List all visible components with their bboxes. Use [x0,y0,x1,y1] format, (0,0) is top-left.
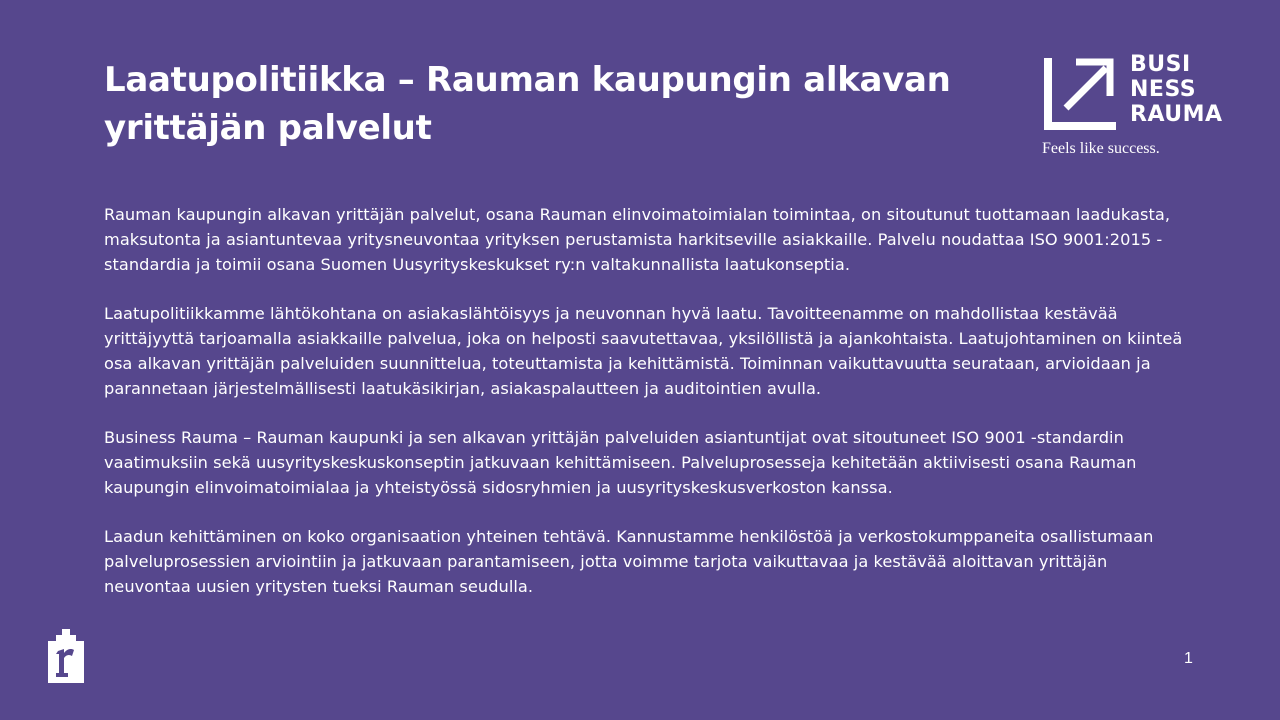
page-number: 1 [1184,650,1193,667]
paragraph: Laatupolitiikkamme lähtökohtana on asiakaslähtöisyys ja neuvonnan hyvä laatu. Tavoitteenamme on mahdollistaa kestävää yrittäjyyttä tarjoamalla asiakkaille palvelua, joka on helposti saavutettavaa, yksilöllistä ja ajankohtaista. Laatujohtaminen on kiinteä osa alkavan yrittäjän palveluiden suunnittelua, toteuttamista ja kehittämistä. Toiminnan vaikuttavuutta seurataan, arvioidaan ja parannetaan järjestelmällisesti laatukäsikirjan, asiakaspalautteen ja auditointien avulla. [104,304,1183,398]
brand-word-line: BUSI [1130,52,1191,77]
brand-tagline: Feels like success. [1042,140,1160,157]
brand-wordmark [1130,52,1223,127]
brand-word-line: NESS [1130,77,1197,102]
arrow-up-right-icon [1040,52,1120,132]
paragraph: Laadun kehittäminen on koko organisaation yhteinen tehtävä. Kannustamme henkilöstöä ja verkostokumppaneita osallistumaan palveluprosessien arviointiin ja jatkuvaan parantamiseen, jotta voimme tarjota vaikuttavaa ja kestävää aloittavan yrittäjän neuvontaa uusien yritysten tueksi Rauman seudulla. [104,527,1154,596]
paragraph: Rauman kaupungin alkavan yrittäjän palvelut, osana Rauman elinvoimatoimialan toimintaa, on sitoutunut tuottamaan laadukasta, maksutonta ja asiantuntevaa yritysneuvontaa yrityksen perustamista harkitseville asiakkaille. Palvelu noudattaa ISO 9001:2015 -standardia ja toimii osana Suomen Uusyrityskeskukset ry:n valtakunnallista laatukonseptia. [104,205,1171,274]
body-text [104,202,1194,623]
rauma-crest-icon [46,629,86,683]
business-rauma-logo [1040,52,1240,162]
slide-title: Laatupolitiikka – Rauman kaupungin alkavan yrittäjän palvelut [104,60,951,148]
brand-word-line: RAUMA [1130,102,1223,127]
paragraph: Business Rauma – Rauman kaupunki ja sen alkavan yrittäjän palveluiden asiantuntijat ovat sitoutuneet ISO 9001 -standardin vaatimuksiin sekä uusyrityskeskuskonseptin jatkuvaan kehittämiseen. Palveluprosesseja kehitetään aktiivisesti osana Rauman kaupungin elinvoimatoimialaa ja yhteistyössä sidosryhmien ja uusyrityskeskusverkoston kanssa. [104,428,1137,497]
